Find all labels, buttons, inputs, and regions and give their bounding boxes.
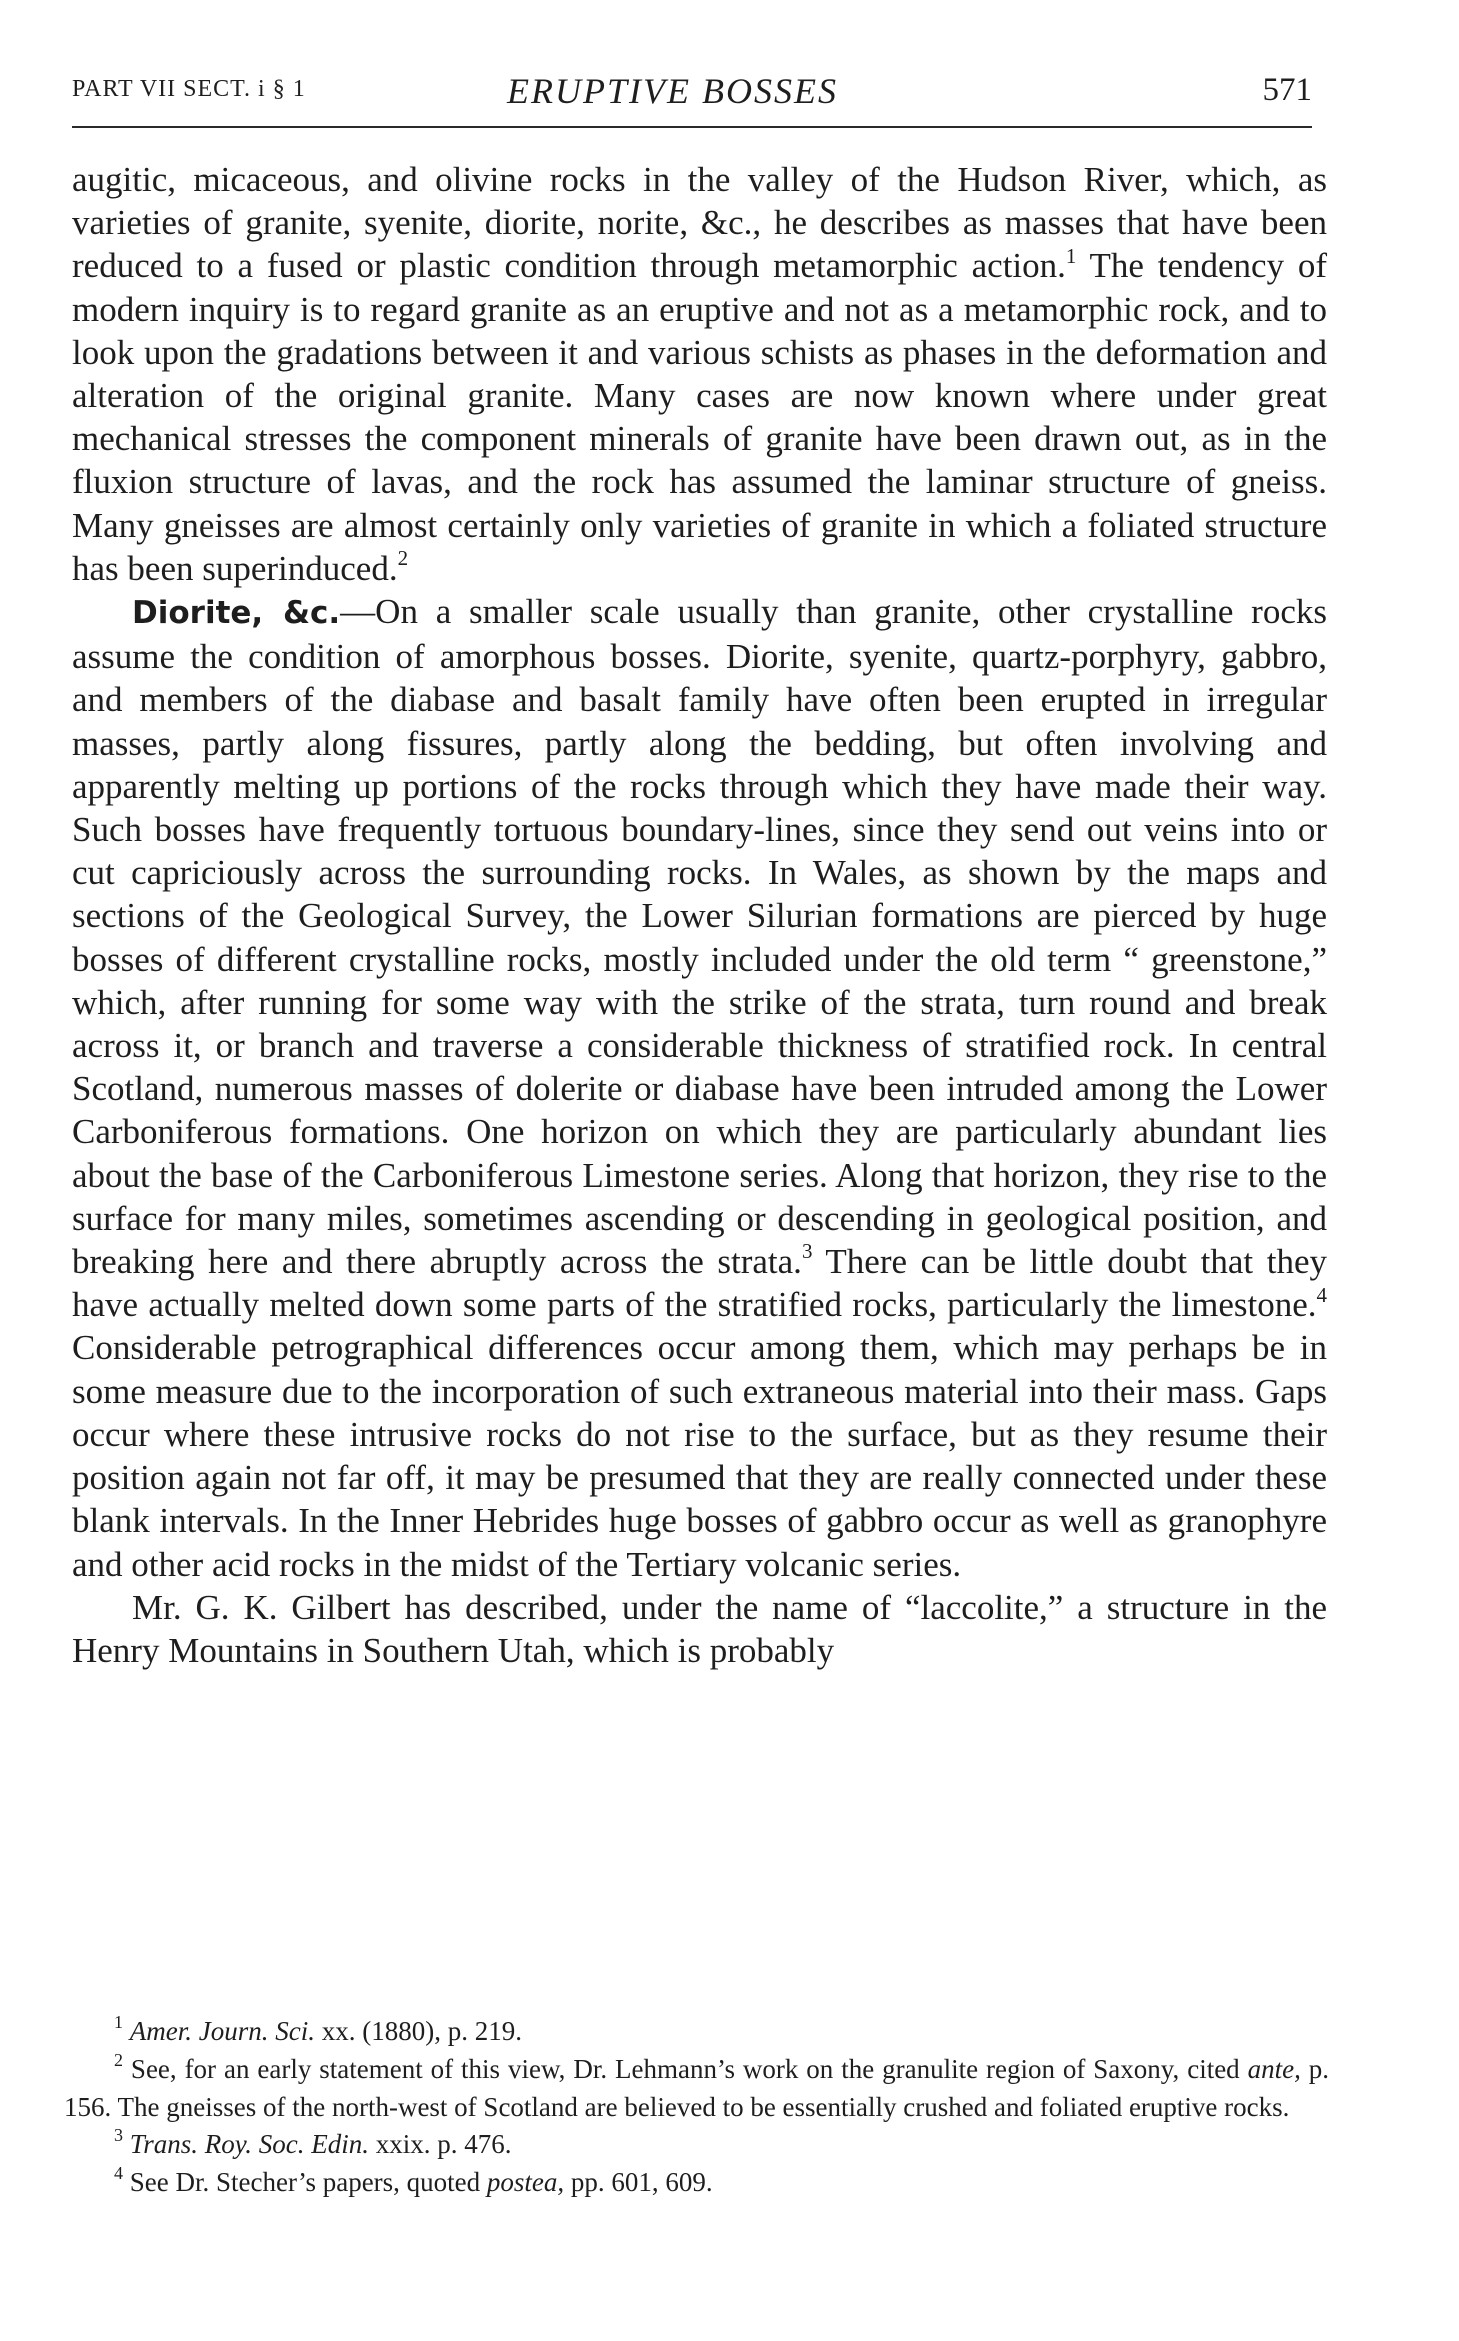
footnote: $^3$ Trans. Roy. Soc. Edin. xxix. p. 476.: [114, 2125, 512, 2160]
section-label: PART VII SECT. i § 1: [72, 76, 306, 102]
paragraph: augitic, micaceous, and olivine rocks in the valley of the Hudson River, which, as varieties of granite, syenite, diorite, norite, &c., he describes as masses that have been reduced to a fused or plastic condition through metamorphic action.$^1$ The tendency of modern inquiry is to regard granite as an eruptive and not as a metamorphic rock, and to look upon the gradations between it and various schists as phases in the deformation and alteration of the original granite. Many cases are now known where under great mechanical stresses the component minerals of granite have been drawn out, as in the fluxion structure of lavas, and the rock has assumed the laminar structure of gneiss. Many gneisses are almost certainly only varieties of granite in which a foliated structure has been superinduced.$^2$: [72, 160, 1327, 588]
paragraph: Diorite, &c.—On a smaller scale usually than granite, other crystalline rocks assume the condition of amorphous bosses. Diorite, syenite, quartz-porphyry, gabbro, and members of the diabase and basalt family have often been erupted in irregular masses, partly along fissures, partly along the bedding, but often involving and apparently melting up portions of the rocks through which they have made their way. Such bosses have frequently tortuous boundary-lines, since they send out veins into or cut capriciously across the surrounding rocks. In Wales, as shown by the maps and sections of the Geological Survey, the Lower Silurian formations are pierced by huge bosses of different crystalline rocks, mostly included under the old term “ greenstone,” which, after running for some way with the strike of the strata, turn round and break across it, or branch and traverse a considerable thickness of stratified rock. In central Scotland, numerous masses of dolerite or diabase have been intruded among the Lower Carboniferous formations. One horizon on which they are particularly abundant lies about the base of the Carboniferous Limestone series. Along that horizon, they rise to the surface for many miles, sometimes ascending or descending in geological position, and breaking here and there abruptly across the strata.$^3$ There can be little doubt that they have actually melted down some parts of the stratified rocks, particularly the limestone.$^4$ Considerable petrographical differences occur among them, which may perhaps be in some measure due to the incorporation of such extraneous material into their mass. Gaps occur where these intrusive rocks do not rise to the surface, but as they resume their position again not far off, it may be presumed that they are really connected under these blank intervals. In the Inner Hebrides huge bosses of gabbro occur as well as granophyre and other acid rocks in the midst of the Tertiary volcanic series.: [72, 592, 1327, 1584]
paragraph: Mr. G. K. Gilbert has described, under the name of “laccolite,” a structure in the Henry Mountains in Southern Utah, which is probably: [72, 1587, 1327, 1670]
footnote: $^2$ See, for an early statement of this view, Dr. Lehmann’s work on the granulite region of Saxony, cited ante, p. 156. The gneisses of the north-west of Scotland are believed to be essentially crushed and foliated eruptive rocks.: [64, 2049, 1330, 2122]
footnote-ref: 4: [1316, 1282, 1327, 1307]
page-number: 571: [1262, 72, 1312, 108]
running-header: [72, 66, 1312, 128]
footnotes: [64, 2013, 1329, 2202]
side-heading: Diorite, &c.: [132, 595, 341, 632]
main-text: [72, 158, 1327, 1672]
footnote: $^1$ Amer. Journ. Sci. xx. (1880), p. 219.: [114, 2012, 522, 2046]
footnote: $^4$ See Dr. Stecher’s papers, quoted postea, pp. 601, 609.: [114, 2163, 713, 2198]
footnote-ref: 3: [801, 1239, 813, 1264]
running-title: ERUPTIVE BOSSES: [507, 71, 838, 111]
footnote-ref: 1: [1065, 243, 1077, 268]
footnote-ref: 2: [397, 546, 409, 571]
